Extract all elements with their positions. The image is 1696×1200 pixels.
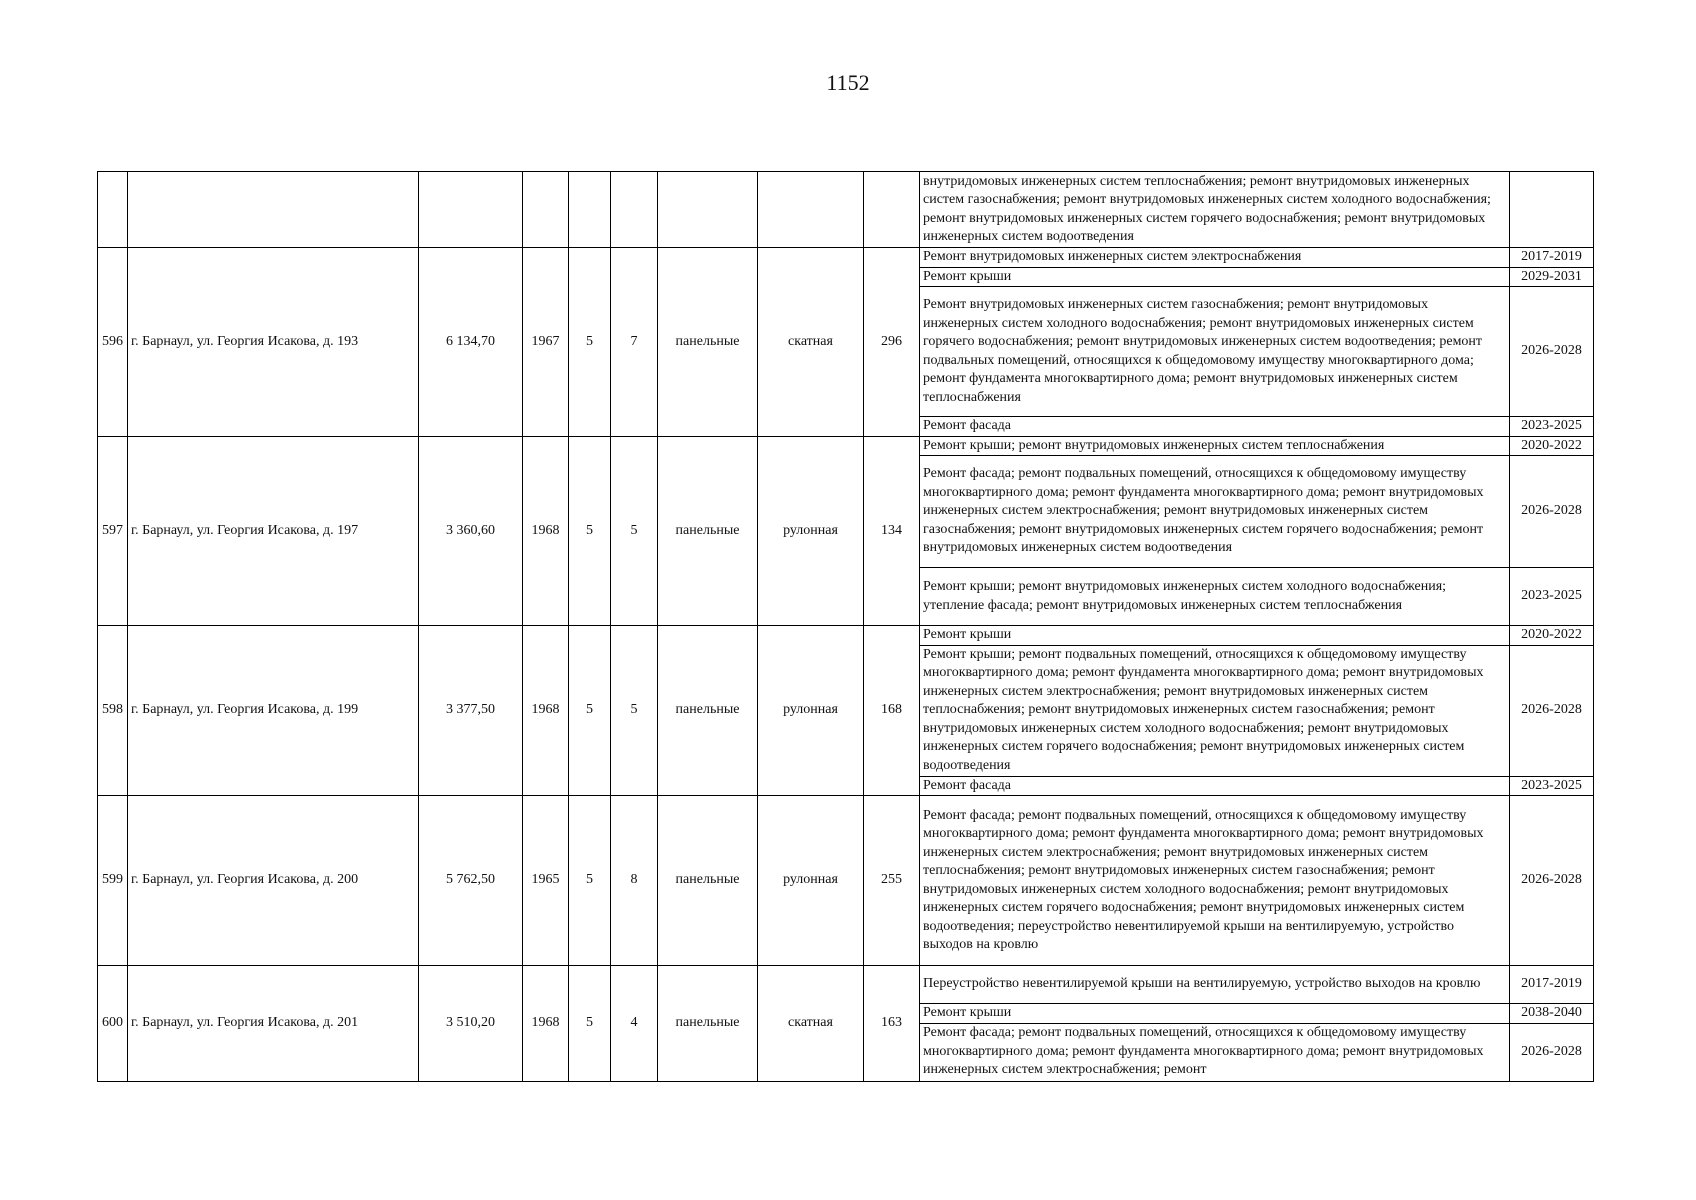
year-built bbox=[523, 172, 569, 248]
table-row bbox=[98, 966, 1594, 1004]
work-description: Ремонт крыши bbox=[920, 626, 1510, 646]
roof-type: рулонная bbox=[758, 626, 864, 796]
total-area bbox=[419, 172, 523, 248]
table-body bbox=[98, 172, 1594, 1082]
work-period: 2023-2025 bbox=[1510, 417, 1594, 437]
work-period bbox=[1510, 172, 1594, 248]
table-row bbox=[98, 436, 1594, 456]
row-number: 598 bbox=[98, 626, 128, 796]
table-row bbox=[98, 172, 1594, 248]
address: г. Барнаул, ул. Георгия Исакова, д. 199 bbox=[128, 626, 419, 796]
work-description: Ремонт фасада bbox=[920, 776, 1510, 796]
entrances-count: 5 bbox=[611, 626, 658, 796]
work-period: 2020-2022 bbox=[1510, 626, 1594, 646]
work-period: 2023-2025 bbox=[1510, 776, 1594, 796]
work-period: 2026-2028 bbox=[1510, 456, 1594, 568]
entrances-count: 8 bbox=[611, 796, 658, 966]
address: г. Барнаул, ул. Георгия Исакова, д. 197 bbox=[128, 436, 419, 626]
work-period: 2023-2025 bbox=[1510, 568, 1594, 626]
work-period: 2026-2028 bbox=[1510, 796, 1594, 966]
wall-material: панельные bbox=[658, 436, 758, 626]
address bbox=[128, 172, 419, 248]
floors-count bbox=[569, 172, 611, 248]
row-number bbox=[98, 172, 128, 248]
entrances-count: 4 bbox=[611, 966, 658, 1082]
work-description: Ремонт фасада bbox=[920, 417, 1510, 437]
row-number: 597 bbox=[98, 436, 128, 626]
work-description: Ремонт крыши bbox=[920, 267, 1510, 287]
work-description: Ремонт крыши; ремонт внутридомовых инженерных систем теплоснабжения bbox=[920, 436, 1510, 456]
capital-repair-table bbox=[97, 171, 1594, 1082]
residents-count: 168 bbox=[864, 626, 920, 796]
work-period: 2026-2028 bbox=[1510, 287, 1594, 417]
floors-count: 5 bbox=[569, 436, 611, 626]
wall-material: панельные bbox=[658, 248, 758, 437]
residents-count: 296 bbox=[864, 248, 920, 437]
roof-type bbox=[758, 172, 864, 248]
year-built: 1967 bbox=[523, 248, 569, 437]
work-description: внутридомовых инженерных систем теплоснабжения; ремонт внутридомовых инженерных систем газоснабжения; ремонт внутридомовых инженерных систем холодного водоснабжения; ремонт внутридомовых инженерных систем горячего водоснабжения; ремонт внутридомовых инженерных систем водоотведения bbox=[920, 172, 1510, 248]
entrances-count: 5 bbox=[611, 436, 658, 626]
residents-count: 163 bbox=[864, 966, 920, 1082]
floors-count: 5 bbox=[569, 248, 611, 437]
total-area: 6 134,70 bbox=[419, 248, 523, 437]
work-description: Ремонт крыши; ремонт подвальных помещений, относящихся к общедомовому имуществу многоквартирного дома; ремонт фундамента многоквартирного дома; ремонт внутридомовых инженерных систем электроснабжения; ремонт внутридомовых инженерных систем теплоснабжения; ремонт внутридомовых инженерных систем газоснабжения; ремонт внутридомовых инженерных систем холодного водоснабжения; ремонт внутридомовых инженерных систем горячего водоснабжения; ремонт внутридомовых инженерных систем водоотведения bbox=[920, 645, 1510, 776]
work-period: 2038-2040 bbox=[1510, 1004, 1594, 1024]
year-built: 1968 bbox=[523, 436, 569, 626]
wall-material: панельные bbox=[658, 626, 758, 796]
year-built: 1968 bbox=[523, 626, 569, 796]
table-row bbox=[98, 626, 1594, 646]
roof-type: рулонная bbox=[758, 436, 864, 626]
wall-material: панельные bbox=[658, 966, 758, 1082]
work-description: Ремонт фасада; ремонт подвальных помещений, относящихся к общедомовому имуществу многоквартирного дома; ремонт фундамента многоквартирного дома; ремонт внутридомовых инженерных систем электроснабжения; ремонт bbox=[920, 1023, 1510, 1081]
year-built: 1965 bbox=[523, 796, 569, 966]
entrances-count bbox=[611, 172, 658, 248]
floors-count: 5 bbox=[569, 626, 611, 796]
work-period: 2020-2022 bbox=[1510, 436, 1594, 456]
work-description: Ремонт внутридомовых инженерных систем газоснабжения; ремонт внутридомовых инженерных систем холодного водоснабжения; ремонт внутридомовых инженерных систем горячего водоснабжения; ремонт внутридомовых инженерных систем водоотведения; ремонт подвальных помещений, относящихся к общедомовому имуществу многоквартирного дома; ремонт фундамента многоквартирного дома; ремонт внутридомовых инженерных систем теплоснабжения bbox=[920, 287, 1510, 417]
roof-type: скатная bbox=[758, 248, 864, 437]
total-area: 3 510,20 bbox=[419, 966, 523, 1082]
residents-count bbox=[864, 172, 920, 248]
residents-count: 134 bbox=[864, 436, 920, 626]
page-number: 1152 bbox=[826, 70, 870, 95]
year-built: 1968 bbox=[523, 966, 569, 1082]
work-description: Ремонт крыши; ремонт внутридомовых инженерных систем холодного водоснабжения; утепление фасада; ремонт внутридомовых инженерных систем теплоснабжения bbox=[920, 568, 1510, 626]
total-area: 5 762,50 bbox=[419, 796, 523, 966]
wall-material bbox=[658, 172, 758, 248]
table-row bbox=[98, 796, 1594, 966]
work-description: Ремонт фасада; ремонт подвальных помещений, относящихся к общедомовому имуществу многоквартирного дома; ремонт фундамента многоквартирного дома; ремонт внутридомовых инженерных систем электроснабжения; ремонт внутридомовых инженерных систем теплоснабжения; ремонт внутридомовых инженерных систем газоснабжения; ремонт внутридомовых инженерных систем холодного водоснабжения; ремонт внутридомовых инженерных систем горячего водоснабжения; ремонт внутридомовых инженерных систем водоотведения; переустройство невентилируемой крыши на вентилируемую, устройство выходов на кровлю bbox=[920, 796, 1510, 966]
floors-count: 5 bbox=[569, 796, 611, 966]
wall-material: панельные bbox=[658, 796, 758, 966]
work-description: Ремонт фасада; ремонт подвальных помещений, относящихся к общедомовому имуществу многоквартирного дома; ремонт фундамента многоквартирного дома; ремонт внутридомовых инженерных систем электроснабжения; ремонт внутридомовых инженерных систем газоснабжения; ремонт внутридомовых инженерных систем горячего водоснабжения; ремонт внутридомовых инженерных систем водоотведения bbox=[920, 456, 1510, 568]
work-period: 2017-2019 bbox=[1510, 966, 1594, 1004]
entrances-count: 7 bbox=[611, 248, 658, 437]
address: г. Барнаул, ул. Георгия Исакова, д. 193 bbox=[128, 248, 419, 437]
address: г. Барнаул, ул. Георгия Исакова, д. 201 bbox=[128, 966, 419, 1082]
roof-type: рулонная bbox=[758, 796, 864, 966]
roof-type: скатная bbox=[758, 966, 864, 1082]
work-period: 2026-2028 bbox=[1510, 1023, 1594, 1081]
residents-count: 255 bbox=[864, 796, 920, 966]
table-row bbox=[98, 248, 1594, 268]
address: г. Барнаул, ул. Георгия Исакова, д. 200 bbox=[128, 796, 419, 966]
work-description: Переустройство невентилируемой крыши на вентилируемую, устройство выходов на кровлю bbox=[920, 966, 1510, 1004]
work-description: Ремонт крыши bbox=[920, 1004, 1510, 1024]
row-number: 600 bbox=[98, 966, 128, 1082]
work-period: 2017-2019 bbox=[1510, 248, 1594, 268]
work-description: Ремонт внутридомовых инженерных систем электроснабжения bbox=[920, 248, 1510, 268]
work-period: 2026-2028 bbox=[1510, 645, 1594, 776]
total-area: 3 360,60 bbox=[419, 436, 523, 626]
work-period: 2029-2031 bbox=[1510, 267, 1594, 287]
floors-count: 5 bbox=[569, 966, 611, 1082]
row-number: 599 bbox=[98, 796, 128, 966]
total-area: 3 377,50 bbox=[419, 626, 523, 796]
row-number: 596 bbox=[98, 248, 128, 437]
